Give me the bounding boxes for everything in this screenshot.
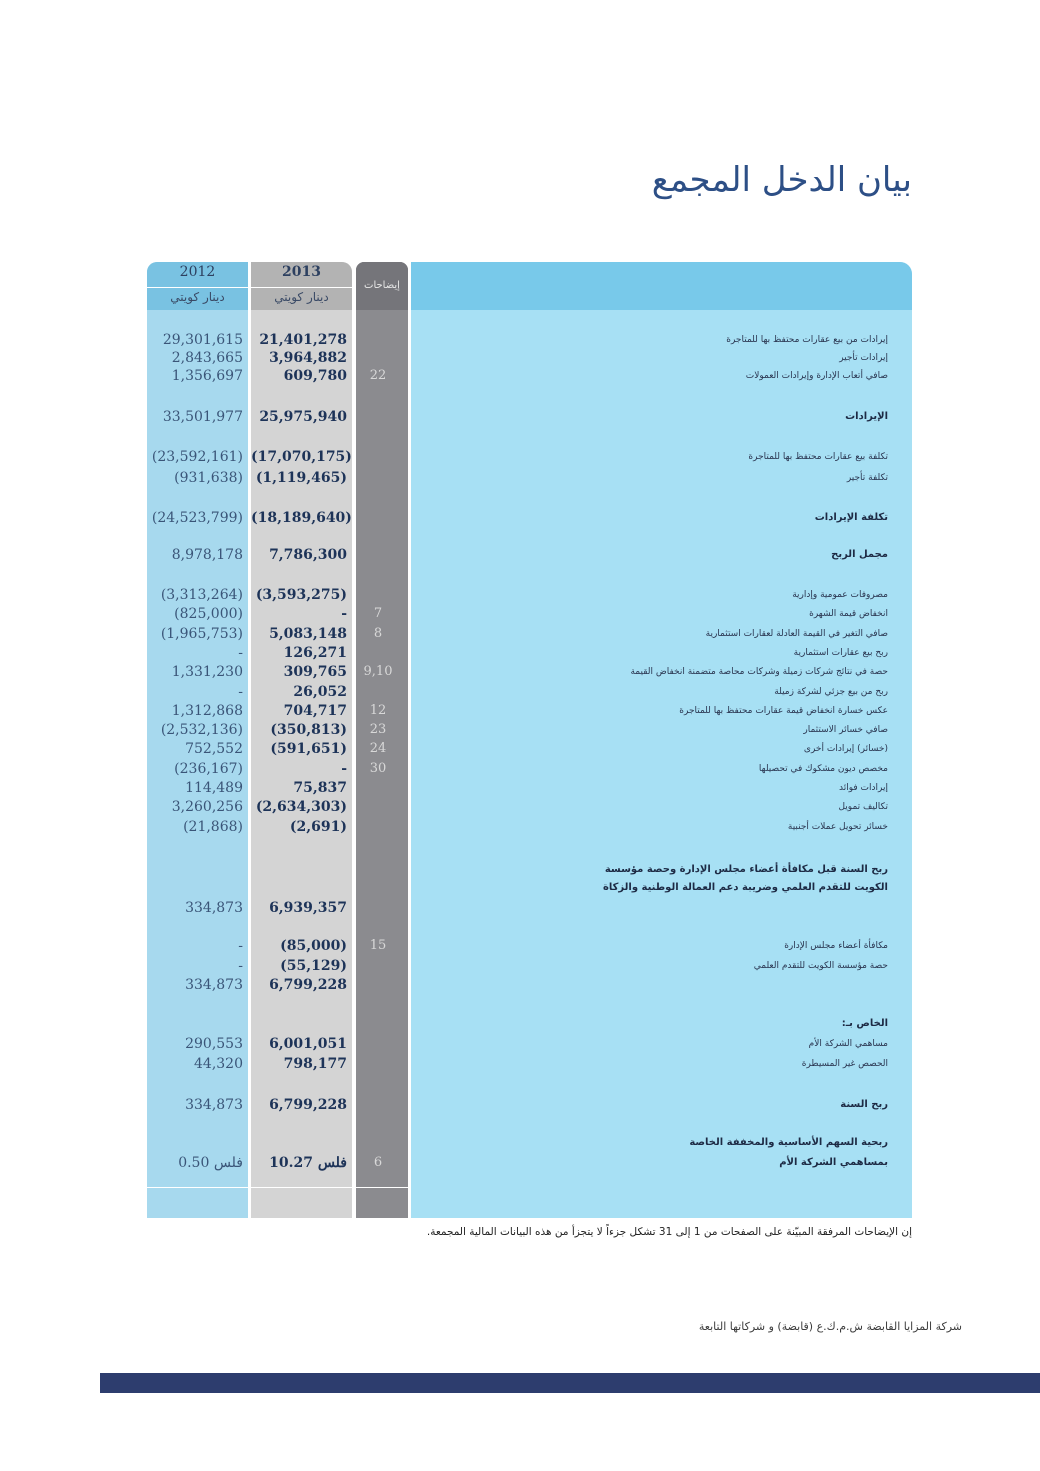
row-label: خسائر تحويل عملات أجنبية [787,822,888,832]
value-2012: (24,523,799) [151,510,243,526]
row-label: إيرادات فوائد [839,783,888,793]
row-label: الحصص غير المسيطرة [801,1059,888,1069]
row-label: بمساهمي الشركة الأم [779,1157,888,1168]
value-2013: (2,691) [289,819,347,835]
row-label: الإيرادات [845,411,888,422]
note-ref: 30 [369,761,387,776]
row-label: (خسائر) إيرادات أخرى [803,744,888,754]
header-notes-label: إيضاحات [364,280,400,291]
value-2013: 6,799,228 [269,977,347,993]
footer-bar [100,1373,1040,1393]
row-label: حصة في نتائج شركات زميلة وشركات محاصة متضمنة انخفاض القيمة [630,667,888,677]
note-ref: 6 [373,1155,383,1170]
row-label: مصروفات عمومية وإدارية [792,590,888,600]
value-2012: 44,320 [194,1056,243,1072]
note-ref: 8 [373,626,383,641]
note-ref: 24 [369,741,387,756]
column-2012 [147,262,248,1218]
value-2012: (931,638) [174,470,243,486]
value-2012: 334,873 [185,977,243,993]
value-2013: (18,189,640) [251,510,352,526]
value-2013: (2,634,303) [255,799,347,815]
value-2013: (17,070,175) [251,449,352,465]
value-2013: - [341,761,347,777]
note-ref: 7 [373,606,383,621]
value-2012: 1,331,230 [171,664,243,680]
header-divider-2012 [147,287,248,288]
value-2012: 334,873 [185,1097,243,1113]
section-label: الكويت للتقدم العلمي وضريبة دعم العمالة الوطنية والزكاة [602,882,888,893]
value-2012: 8,978,178 [171,547,243,563]
page-title: بيان الدخل المجمع [651,160,912,200]
value-2012: 290,553 [185,1036,243,1052]
column-description [411,262,912,1218]
row-label: تكاليف تمويل [838,802,888,812]
header-currency-2012: دينار كويتي [170,290,225,304]
header-description [411,262,912,310]
value-2013: (591,651) [270,741,347,757]
row-label: ربح من بيع جزئي لشركة زميلة [774,687,888,697]
value-2013: 309,765 [283,664,347,680]
value-2013: 25,975,940 [259,409,347,425]
row-label: مخصص ديون مشكوك في تحصيلها [758,764,888,774]
value-2012: (21,868) [183,819,243,835]
note-ref: 23 [369,722,387,737]
value-2012: (2,532,136) [160,722,243,738]
section-label: ربحية السهم الأساسية والمخففة الخاصة [689,1137,888,1148]
row-label: تكلفة الإيرادات [814,512,888,523]
header-currency-2013: دينار كويتي [274,290,329,304]
value-2012: - [238,684,243,700]
row-label: تكلفة بيع عقارات محتفظ بها للمتاجرة [748,452,888,462]
value-2012: 0.50 فلس [178,1155,243,1171]
row-label: مساهمي الشركة الأم [808,1039,888,1049]
header-year-2012: 2012 [179,264,216,280]
note-ref: 15 [369,938,387,953]
value-2012: 1,356,697 [171,368,243,384]
value-2013: 6,939,357 [269,900,347,916]
value-2012: 3,260,256 [171,799,243,815]
value-2012: - [238,938,243,954]
value-2012: 29,301,615 [162,332,243,348]
column-notes [356,262,408,1218]
value-2012: 33,501,977 [162,409,243,425]
value-2012: (236,167) [174,761,243,777]
row-label: صافي خسائر الاستثمار [803,725,888,735]
value-2012: (23,592,161) [151,449,243,465]
section-label: الخاص بـ: [841,1018,888,1029]
footnote: إن الإيضاحات المرفقة المبيّنة على الصفحات من 1 إلى 31 تشكل جزءاً لا يتجزأ من هذه البيانات المالية المجمعة. [426,1226,912,1238]
value-2013: 21,401,278 [259,332,347,348]
value-2013: (3,593,275) [255,587,347,603]
value-2013: 75,837 [293,780,347,796]
value-2013: 609,780 [283,368,347,384]
row-label: عكس خسارة انخفاض قيمة عقارات محتفظ بها للمتاجرة [679,706,888,716]
value-2012: 2,843,665 [171,350,243,366]
value-2012: 114,489 [185,780,243,796]
header-divider-2013 [251,287,352,288]
row-label: مجمل الربح [831,549,888,560]
value-2012: 334,873 [185,900,243,916]
section-label: ربح السنة قبل مكافأة أعضاء مجلس الإدارة وحصة مؤسسة [604,864,888,875]
row-label: ربح السنة [840,1099,888,1110]
header-year-2013: 2013 [282,264,321,280]
column-2013 [251,262,352,1218]
value-2013: 798,177 [283,1056,347,1072]
value-2013: 126,271 [283,645,347,661]
value-2013: (350,813) [270,722,347,738]
value-2013: 5,083,148 [269,626,347,642]
row-label: مكافأة أعضاء مجلس الإدارة [784,941,888,951]
row-label: انخفاض قيمة الشهرة [809,609,888,619]
value-2013: 6,001,051 [269,1036,347,1052]
row-label: صافي التغير في القيمة العادلة لعقارات استثمارية [705,629,888,639]
value-2013: (85,000) [280,938,347,954]
value-2012: 1,312,868 [171,703,243,719]
note-ref: 12 [369,703,387,718]
value-2013: 6,799,228 [269,1097,347,1113]
value-2013: 7,786,300 [269,547,347,563]
value-2012: - [238,645,243,661]
value-2013: 3,964,882 [269,350,347,366]
note-ref: 9,10 [363,664,393,679]
row-label: ربح بيع عقارات استثمارية [793,648,888,658]
note-ref: 22 [369,368,387,383]
value-2012: 752,552 [185,741,243,757]
value-2013: - [341,606,347,622]
value-2013: 704,717 [283,703,347,719]
row-label: حصة مؤسسة الكويت للتقدم العلمي [753,961,888,971]
value-2012: (3,313,264) [160,587,243,603]
value-2013: 26,052 [293,684,347,700]
row-label: إيرادات من بيع عقارات محتفظ بها للمتاجرة [726,335,888,345]
value-2013: 10.27 فلس [269,1155,347,1171]
company-name: شركة المزايا القابضة ش.م.ك.ع (قابضة) و شركاتها التابعة [698,1320,962,1333]
value-2012: (1,965,753) [160,626,243,642]
row-label: تكلفة تأجير [846,473,888,483]
row-label: إيرادات تأجير [839,353,888,363]
row-label: صافي أتعاب الإدارة وإيرادات العمولات [745,371,888,381]
value-2013: (55,129) [280,958,347,974]
value-2012: (825,000) [174,606,243,622]
value-2012: - [238,958,243,974]
table-bottom-divider [147,1187,408,1188]
value-2013: (1,119,465) [255,470,347,486]
